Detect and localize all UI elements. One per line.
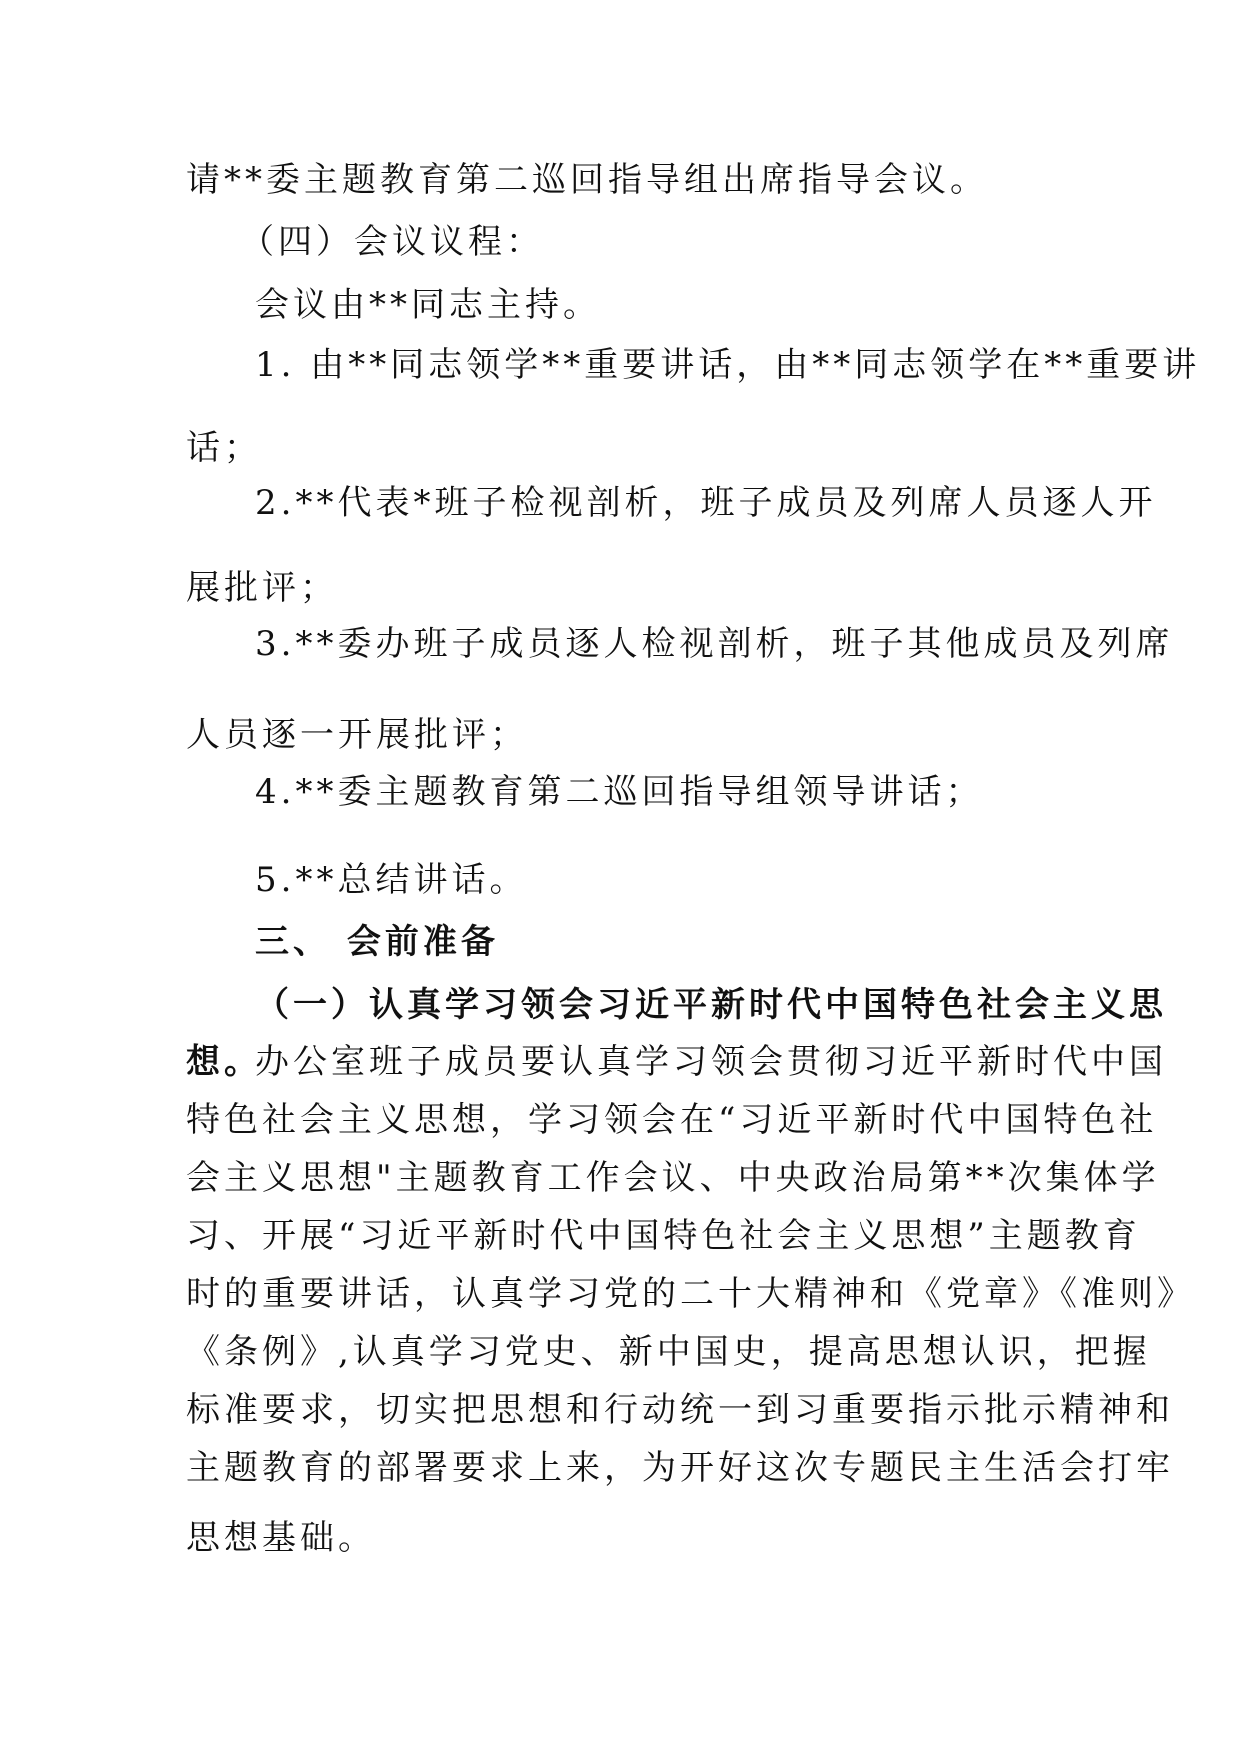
body-line-3: 会主义思想"主题教育工作会议、中央政治局第**次集体学 (186, 1158, 1160, 1198)
agenda-item-3: 3.**委办班子成员逐人检视剖析，班子其他成员及列席 (255, 624, 1174, 664)
agenda-item-1: 1. 由**同志领学**重要讲话，由**同志领学在**重要讲 (255, 345, 1201, 385)
subsection-heading-1-end: 想。 (186, 1042, 262, 1082)
section-heading-3: 三、 会前准备 (255, 922, 499, 962)
subsection-heading-1: （一）认真学习领会习近平新时代中国特色社会主义思 (255, 985, 1167, 1025)
body-line-4: 习、开展“习近平新时代中国特色社会主义思想”主题教育 (186, 1216, 1141, 1256)
agenda-item-1-cont: 话； (186, 428, 262, 468)
body-line-9: 思想基础。 (186, 1518, 376, 1558)
body-line-5: 时的重要讲话，认真学习党的二十大精神和《党章》《准则》 (186, 1274, 1195, 1314)
agenda-item-5: 5.**总结讲话。 (255, 860, 528, 900)
agenda-host: 会议由**同志主持。 (255, 285, 601, 325)
body-line-7: 标准要求，切实把思想和行动统一到习重要指示批示精神和 (186, 1390, 1174, 1430)
body-line-8: 主题教育的部署要求上来，为开好这次专题民主生活会打牢 (186, 1448, 1174, 1488)
agenda-item-4: 4.**委主题教育第二巡回指导组领导讲话； (255, 772, 984, 812)
body-line-1: 办公室班子成员要认真学习领会贯彻习近平新时代中国 (255, 1042, 1167, 1082)
agenda-item-2: 2.**代表*班子检视剖析，班子成员及列席人员逐人开 (255, 483, 1157, 523)
agenda-heading: （四）会议议程： (240, 222, 544, 262)
agenda-item-3-cont: 人员逐一开展批评； (186, 715, 528, 755)
agenda-item-2-cont: 展批评； (186, 568, 338, 608)
body-line-6: 《条例》,认真学习党史、新中国史，提高思想认识，把握 (186, 1332, 1151, 1372)
body-line-2: 特色社会主义思想，学习领会在“习近平新时代中国特色社 (186, 1100, 1158, 1140)
para-line-1: 请**委主题教育第二巡回指导组出席指导会议。 (186, 160, 988, 200)
